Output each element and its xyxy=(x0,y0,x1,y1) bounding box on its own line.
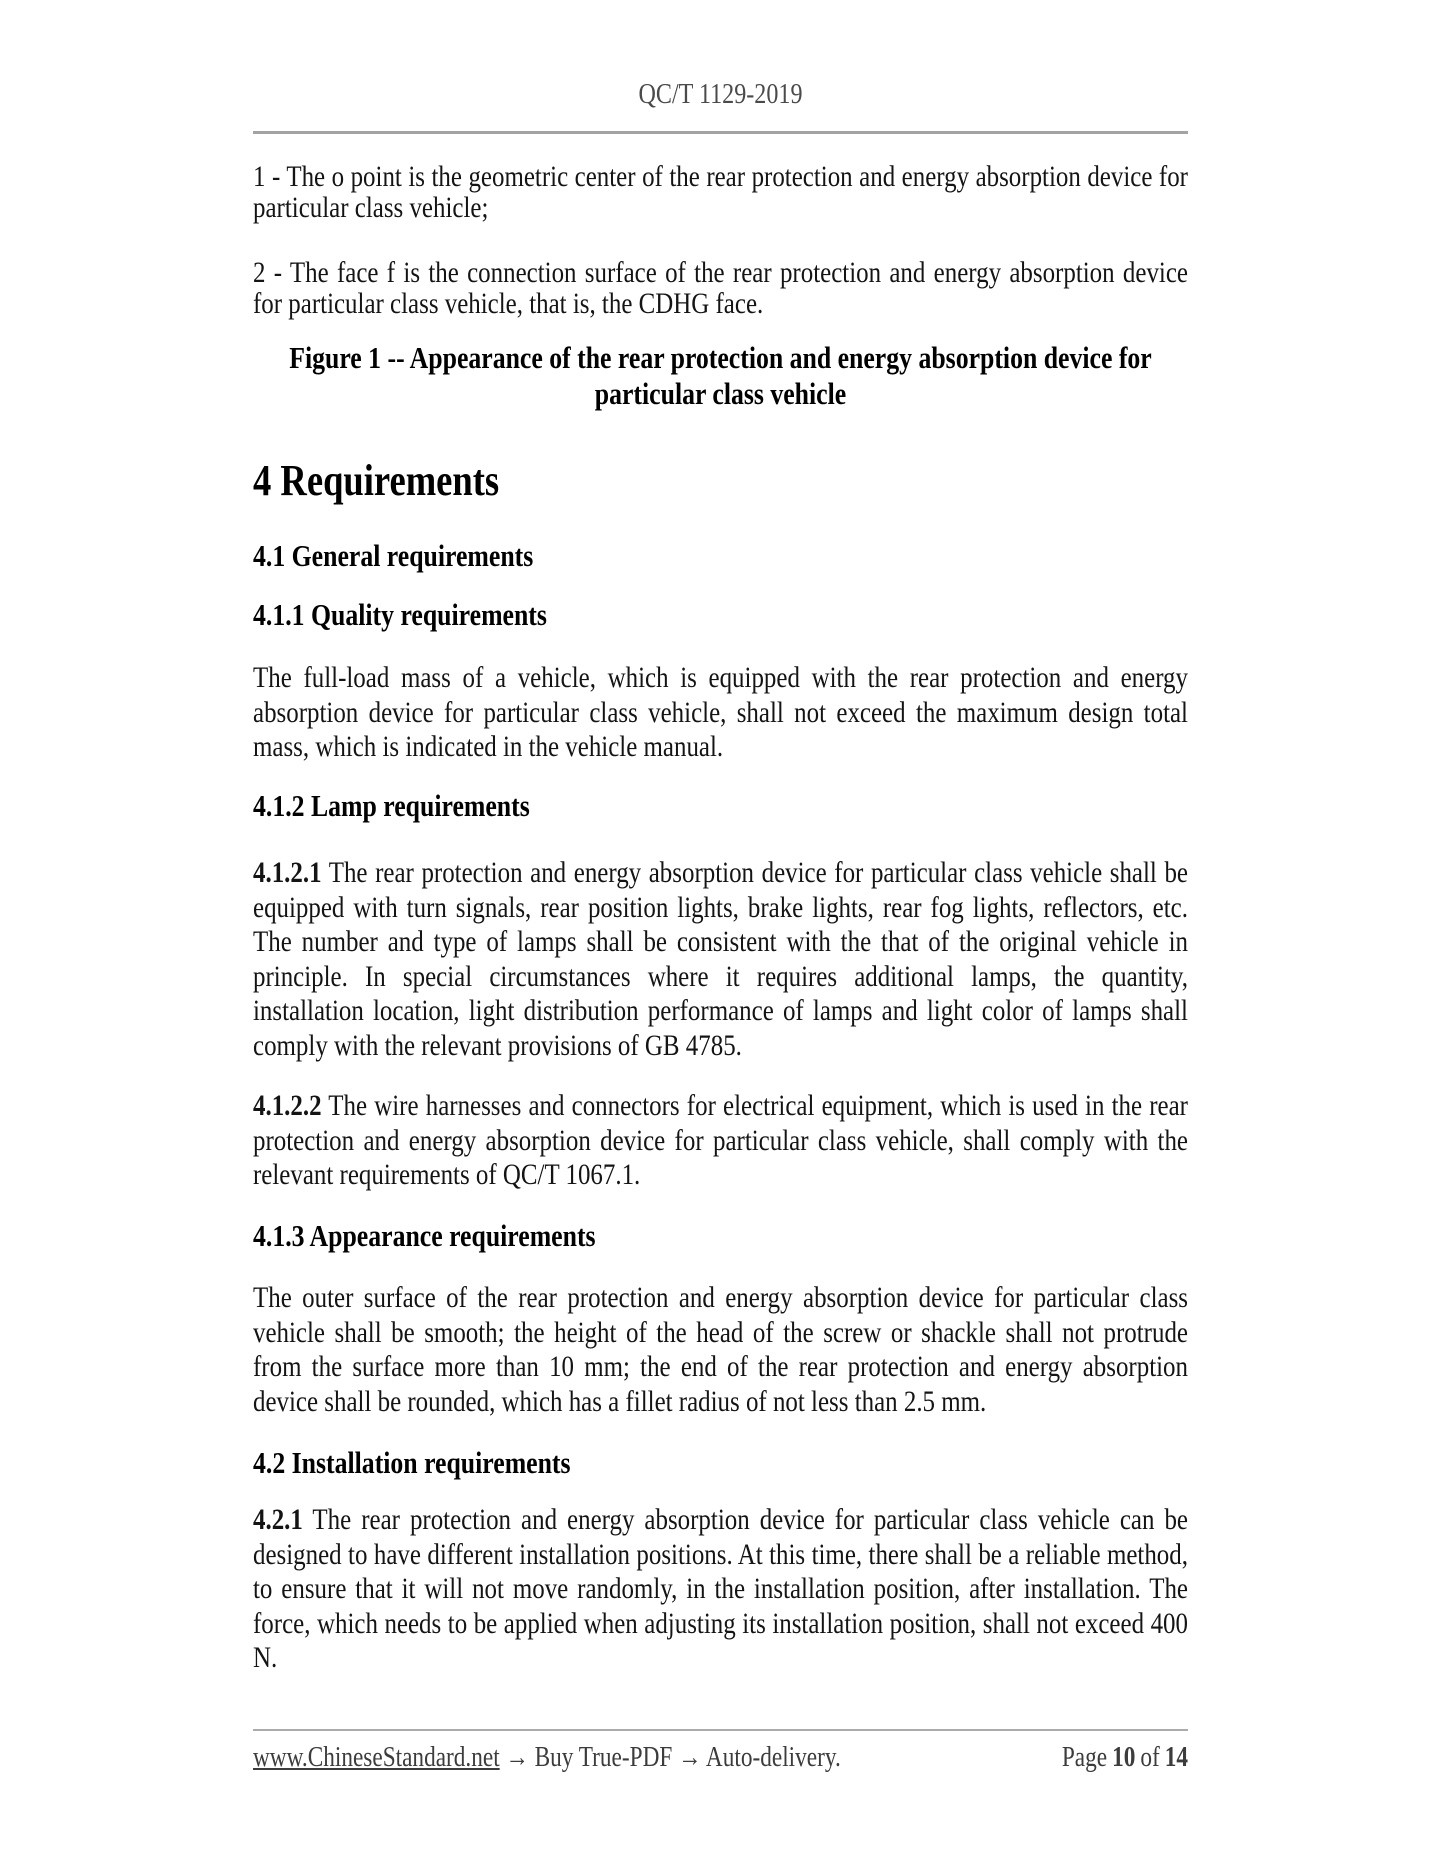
heading-requirements: 4 Requirements xyxy=(253,456,500,505)
heading-quality-requirements: 4.1.1 Quality requirements xyxy=(253,597,547,632)
doc-number-header: QC/T 1129-2019 xyxy=(638,78,803,110)
footer-divider xyxy=(253,1729,1188,1731)
figure-note-2: 2 - The face f is the connection surface of the rear protection and energy absorption device for particular class vehicle, that is, the CDHG face. xyxy=(253,256,1188,320)
clause-number-4122: 4.1.2.2 xyxy=(253,1089,322,1122)
heading-general-requirements: 4.1 General requirements xyxy=(253,538,534,573)
page-indicator xyxy=(1057,1743,1188,1773)
paragraph-lamp-4122 xyxy=(253,1089,1188,1193)
page-label: Page xyxy=(1061,1742,1108,1773)
paragraph-installation-421 xyxy=(253,1503,1188,1676)
page-current: 10 xyxy=(1112,1742,1136,1773)
clause-text-4122: The wire harnesses and connectors for electrical equipment, which is used in the rear protection and energy absorption device for particular class vehicle, shall comply with the relevant requirements of QC/T 1067.1. xyxy=(253,1089,1188,1191)
chinesestandard-link[interactable]: www.ChineseStandard.net xyxy=(253,1742,500,1773)
figure-caption: Figure 1 -- Appearance of the rear protection and energy absorption device for particular class vehicle xyxy=(289,340,1152,411)
footer-tagline xyxy=(253,1743,841,1773)
page-footer xyxy=(253,1743,1188,1773)
figure-note-1: 1 - The o point is the geometric center of the rear protection and energy absorption device for particular class vehicle; xyxy=(253,160,1188,224)
heading-installation-requirements: 4.2 Installation requirements xyxy=(253,1445,571,1480)
paragraph-lamp-4121 xyxy=(253,856,1188,1063)
page-of-label: of xyxy=(1140,1742,1160,1773)
clause-number-421: 4.2.1 xyxy=(253,1503,303,1536)
heading-lamp-requirements: 4.1.2 Lamp requirements xyxy=(253,788,530,823)
page-content xyxy=(253,0,1188,1870)
clause-text-421: The rear protection and energy absorption device for particular class vehicle can be designed to have different installation positions. At this time, there shall be a reliable method, to ensure that it will not move randomly, in the installation position, after installation. The force, which needs to be applied when adjusting its installation position, shall not exceed 400 N. xyxy=(253,1503,1188,1674)
footer-tagline-text: → Buy True-PDF → Auto-delivery. xyxy=(505,1742,841,1773)
heading-appearance-requirements: 4.1.3 Appearance requirements xyxy=(253,1218,596,1253)
paragraph-quality-requirements: The full-load mass of a vehicle, which is equipped with the rear protection and energy absorption device for particular class vehicle, shall not exceed the maximum design total mass, which is indicated in the vehicle manual. xyxy=(253,661,1188,763)
page-total: 14 xyxy=(1164,1742,1188,1773)
paragraph-appearance-requirements: The outer surface of the rear protection and energy absorption device for particular class vehicle shall be smooth; the height of the head of the screw or shackle shall not protrude from the surface more than 10 mm; the end of the rear protection and energy absorption device shall be rounded, which has a fillet radius of not less than 2.5 mm. xyxy=(253,1281,1188,1418)
clause-number-4121: 4.1.2.1 xyxy=(253,856,322,889)
header-divider xyxy=(253,131,1188,134)
clause-text-4121: The rear protection and energy absorption device for particular class vehicle shall be equipped with turn signals, rear position lights, brake lights, rear fog lights, reflectors, etc. The number and type of lamps shall be consistent with the that of the original vehicle in principle. In special circumstances where it requires additional lamps, the quantity, installation location, light distribution performance of lamps and light color of lamps shall comply with the relevant provisions of GB 4785. xyxy=(253,856,1188,1062)
